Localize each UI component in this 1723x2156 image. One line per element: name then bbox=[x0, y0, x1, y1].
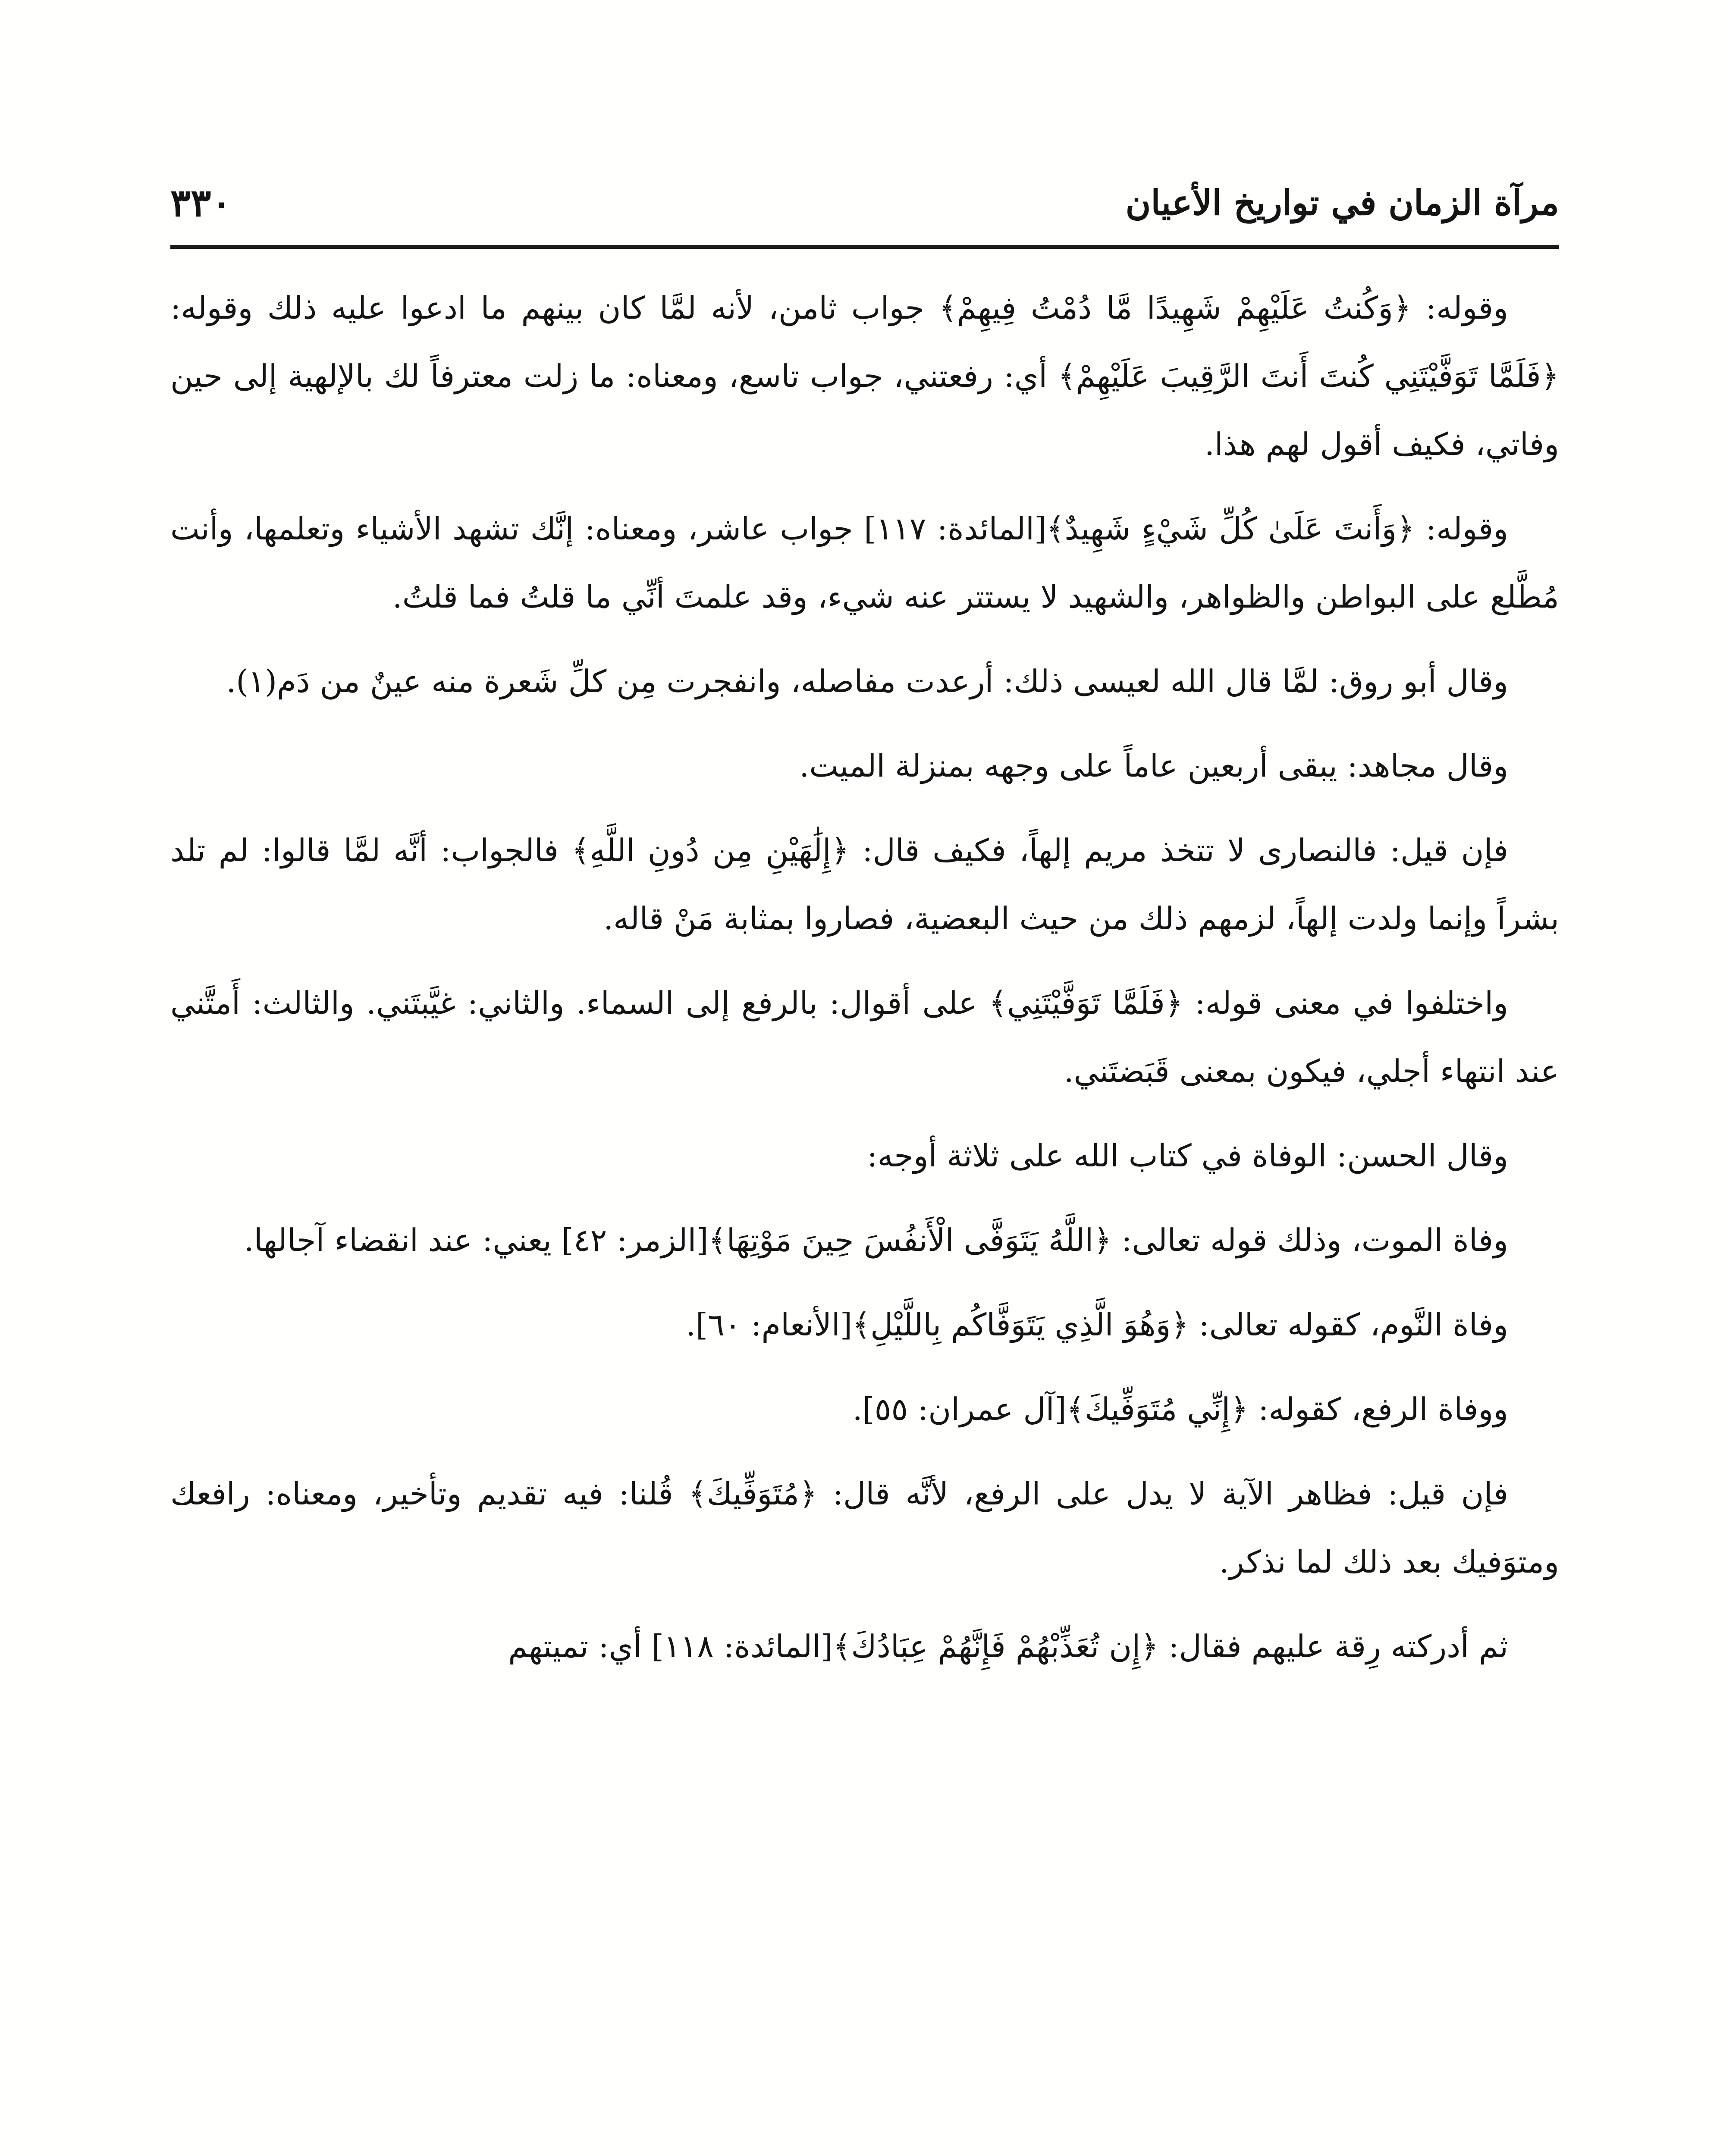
paragraph-1: وقوله: ﴿وَكُنتُ عَلَيْهِمْ شَهِيدًا مَّا دُمْتُ فِيهِمْ﴾ جواب ثامن، لأنه لمَّا كان بينهم ما ادعوا عليه ذلك وقوله: ﴿فَلَمَّا تَوَفَّيْتَنِي كُنتَ أَنتَ الرَّقِيبَ عَلَيْهِمْ﴾ أي: رفعتني، جواب تاسع، ومعناه: ما زلت معترفاً لك بالإلهية إلى حين وفاتي، فكيف أقول لهم هذا. bbox=[170, 290, 1559, 462]
paragraph-8: وفاة الموت، وذلك قوله تعالى: ﴿اللَّهُ يَتَوَفَّى الْأَنفُسَ حِينَ مَوْتِهَا﴾[الزمر: ٤٢] يعني: عند انقضاء آجالها. bbox=[244, 1222, 1508, 1258]
paragraph-10: ووفاة الرفع، كقوله: ﴿إِنِّي مُتَوَفِّيكَ﴾[آل عمران: ٥٥]. bbox=[852, 1391, 1508, 1427]
page-number: ٣٣٠ bbox=[170, 180, 232, 225]
paragraph-11: فإن قيل: فظاهر الآية لا يدل على الرفع، لأنَّه قال: ﴿مُتَوَفِّيكَ﴾ قُلنا: فيه تقديم وتأخير، ومعناه: رافعك ومتوَفيك بعد ذلك لما نذكر. bbox=[170, 1476, 1559, 1580]
page-header bbox=[170, 177, 1559, 252]
paragraph-5: فإن قيل: فالنصارى لا تتخذ مريم إلهاً، فكيف قال: ﴿إِلَٰهَيْنِ مِن دُونِ اللَّهِ﴾ فالجواب: أنَّه لمَّا قالوا: لم تلد بشراً وإنما ولدت إلهاً، لزمهم ذلك من حيث البعضية، فصاروا بمثابة مَنْ قاله. bbox=[170, 832, 1559, 937]
paragraph-12: ثم أدركته رِقة عليهم فقال: ﴿إِن تُعَذِّبْهُمْ فَإِنَّهُمْ عِبَادُكَ﴾[المائدة: ١١٨] أي: تميتهم bbox=[508, 1628, 1508, 1664]
running-title: مرآة الزمان في تواريخ الأعيان bbox=[1125, 182, 1559, 223]
paragraph-7: وقال الحسن: الوفاة في كتاب الله على ثلاثة أوجه: bbox=[867, 1138, 1508, 1174]
paragraph-9: وفاة النَّوم، كقوله تعالى: ﴿وَهُوَ الَّذِي يَتَوَفَّاكُم بِاللَّيْلِ﴾[الأنعام: ٦٠]. bbox=[686, 1307, 1508, 1343]
paragraph-2: وقوله: ﴿وَأَنتَ عَلَىٰ كُلِّ شَيْءٍ شَهِيدٌ﴾[المائدة: ١١٧] جواب عاشر، ومعناه: إنَّك تشهد الأشياء وتعلمها، وأنت مُطَّلع على البواطن والظواهر، والشهيد لا يستتر عنه شيء، وقد علمتَ أنِّي ما قلتُ فما قلتُ. bbox=[170, 511, 1559, 615]
paragraph-6: واختلفوا في معنى قوله: ﴿فَلَمَّا تَوَفَّيْتَنِي﴾ على أقوال: بالرفع إلى السماء. والثاني: غيَّبتَني. والثالث: أَمتَّني عند انتهاء أجلي، فيكون بمعنى قَبَضتَني. bbox=[170, 985, 1559, 1089]
paragraph-3: وقال أبو روق: لمَّا قال الله لعيسى ذلك: أرعدت مفاصله، وانفجرت مِن كلِّ شَعرة منه عينٌ من دَم(١). bbox=[226, 663, 1508, 699]
main-text bbox=[170, 274, 1559, 1697]
paragraph-4: وقال مجاهد: يبقى أربعين عاماً على وجهه بمنزلة الميت. bbox=[799, 748, 1508, 784]
header-rule bbox=[170, 245, 1559, 249]
